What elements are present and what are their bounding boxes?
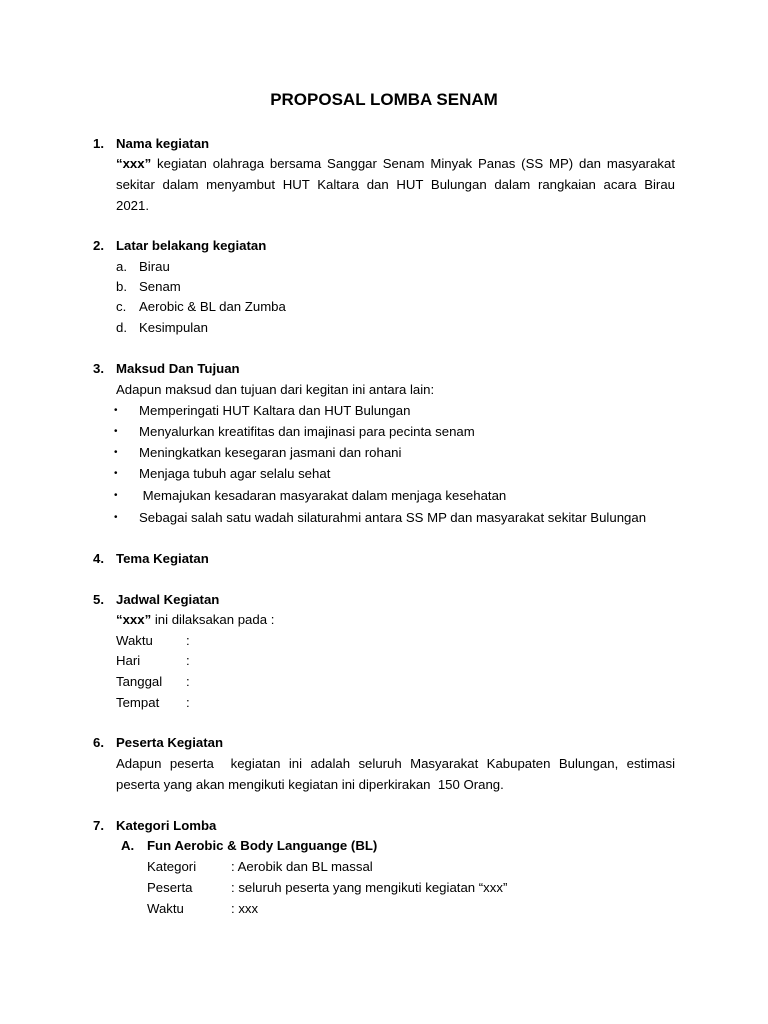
paragraph-text: kegiatan olahraga bersama Sanggar Senam Minyak Panas (SS MP) dan masyarakat [151,156,675,171]
paragraph-line: Adapun peserta kegiatan ini adalah seluruh Masyarakat Kabupaten Bulungan, estimasi [116,756,675,771]
subsection-letter: A. [121,838,135,853]
quote-text: “xxx” [116,156,152,171]
paragraph-line: 2021. [116,198,150,213]
schedule-colon: : [186,633,190,648]
category-value: : seluruh peserta yang mengikuti kegiatan “xxx” [231,880,508,895]
bullet-icon: • [114,447,118,458]
section-heading: Peserta Kegiatan [116,735,224,750]
paragraph-line: Adapun maksud dan tujuan dari kegitan ini antara lain: [116,382,435,397]
section-heading: Maksud Dan Tujuan [116,361,240,376]
bullet-text: Menjaga tubuh agar selalu sehat [139,466,331,481]
category-value: : xxx [231,901,259,916]
category-value: : Aerobik dan BL massal [231,859,373,874]
paragraph-line [116,154,675,174]
schedule-colon: : [186,674,190,689]
section-heading: Latar belakang kegiatan [116,238,267,253]
section-heading: Kategori Lomba [116,818,217,833]
paragraph-line: sekitar dalam menyambut HUT Kaltara dan HUT Bulungan dalam rangkaian acara Birau [116,177,675,192]
section-number: 7. [93,818,104,833]
schedule-colon: : [186,653,190,668]
list-letter: a. [116,259,127,274]
paragraph-line [116,610,274,630]
section-number: 1. [93,136,104,151]
bullet-icon: • [114,512,118,523]
list-letter: d. [116,320,127,335]
list-item-text: Birau [139,259,170,274]
bullet-text: Memperingati HUT Kaltara dan HUT Bulungan [139,403,411,418]
bullet-text: Memajukan kesadaran masyarakat dalam menjaga kesehatan [139,488,507,503]
section-heading: Nama kegiatan [116,136,210,151]
list-item-text: Aerobic & BL dan Zumba [139,299,286,314]
list-letter: c. [116,299,127,314]
section-heading: Tema Kegiatan [116,551,209,566]
category-label: Peserta [147,880,193,895]
section-number: 6. [93,735,104,750]
section-number: 3. [93,361,104,376]
category-label: Waktu [147,901,184,916]
category-label: Kategori [147,859,197,874]
bullet-icon: • [114,405,118,416]
paragraph-text: ini dilaksakan pada : [151,612,275,627]
schedule-label: Tempat [116,695,160,710]
section-number: 5. [93,592,104,607]
bullet-icon: • [114,468,118,479]
schedule-label: Waktu [116,633,153,648]
section-heading: Jadwal Kegiatan [116,592,220,607]
bullet-icon: • [114,490,118,501]
quote-text: “xxx” [116,612,152,627]
subsection-heading: Fun Aerobic & Body Languange (BL) [147,838,378,853]
list-item-text: Senam [139,279,181,294]
paragraph-line: peserta yang akan mengikuti kegiatan ini diperkirakan 150 Orang. [116,777,504,792]
bullet-icon: • [114,426,118,437]
section-number: 2. [93,238,104,253]
document-title: PROPOSAL LOMBA SENAM [270,90,498,109]
list-item-text: Kesimpulan [139,320,208,335]
schedule-label: Tanggal [116,674,163,689]
section-number: 4. [93,551,104,566]
bullet-text: Sebagai salah satu wadah silaturahmi antara SS MP dan masyarakat sekitar Bulungan [139,510,647,525]
bullet-text: Meningkatkan kesegaran jasmani dan rohani [139,445,402,460]
bullet-text: Menyalurkan kreatifitas dan imajinasi para pecinta senam [139,424,475,439]
schedule-label: Hari [116,653,141,668]
schedule-colon: : [186,695,190,710]
list-letter: b. [116,279,127,294]
